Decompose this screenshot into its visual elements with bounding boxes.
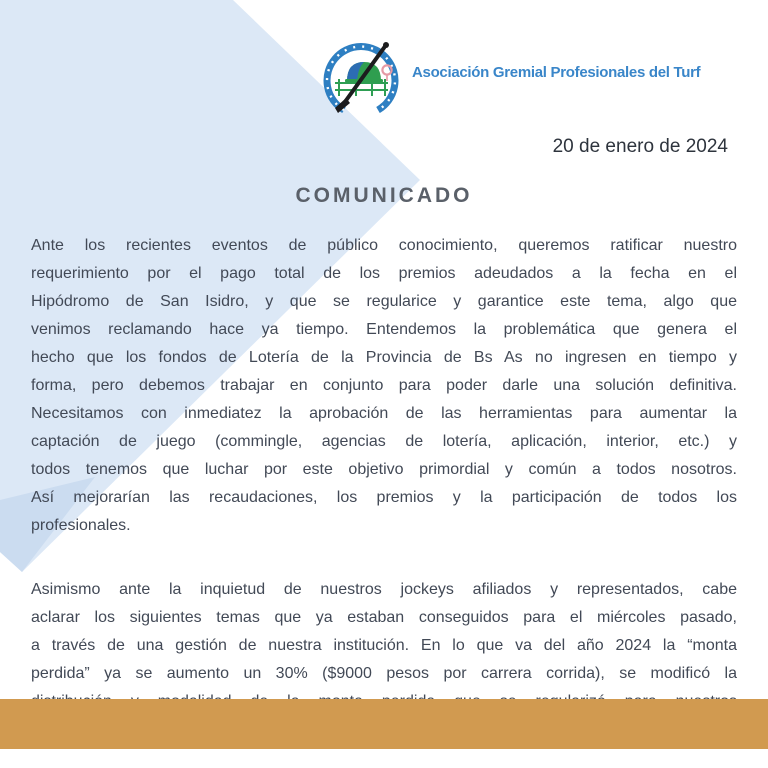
body-line: captación de juego (commingle, agencias de lotería, aplicación, interior, etc.) y (31, 433, 737, 450)
date-line: 20 de enero de 2024 (552, 136, 728, 157)
association-logo-icon (320, 34, 402, 116)
body-line: aclarar los siguientes temas que ya estaban conseguidos para el miércoles pasado, (31, 609, 737, 626)
body-line: Hipódromo de San Isidro, y que se regularice y garantice este tema, algo que (31, 293, 737, 310)
bottom-accent-bar (0, 699, 768, 749)
paragraph (31, 576, 737, 716)
body-line: profesionales. (31, 517, 131, 534)
paragraph (31, 232, 737, 540)
body-line: Ante los recientes eventos de público conocimiento, queremos ratificar nuestro (31, 237, 737, 254)
org-name: Asociación Gremial Profesionales del Turf (412, 64, 701, 81)
body-line: a través de una gestión de nuestra institución. En lo que va del año 2024 la “monta (31, 637, 737, 654)
page-title: COMUNICADO (295, 184, 473, 207)
body-line: perdida” ya se aumento un 30% ($9000 pesos por carrera corrida), se modificó la (31, 665, 737, 682)
body-line: Así mejorarían las recaudaciones, los premios y la participación de todos los (31, 489, 737, 506)
body-line: requerimiento por el pago total de los premios adeudados a la fecha en el (31, 265, 737, 282)
body-line: Asimismo ante la inquietud de nuestros jockeys afiliados y representados, cabe (31, 581, 737, 598)
body-line: forma, pero debemos trabajar en conjunto para poder darle una solución definitiva. (31, 377, 737, 394)
body-line: venimos reclamando hace ya tiempo. Entendemos la problemática que genera el (31, 321, 737, 338)
body-line: Necesitamos con inmediatez la aprobación de las herramientas para aumentar la (31, 405, 737, 422)
body-text (31, 232, 737, 716)
body-line: todos tenemos que luchar por este objetivo primordial y común a todos nosotros. (31, 461, 737, 478)
body-line: hecho que los fondos de Lotería de la Provincia de Bs As no ingresen en tiempo y (31, 349, 737, 366)
